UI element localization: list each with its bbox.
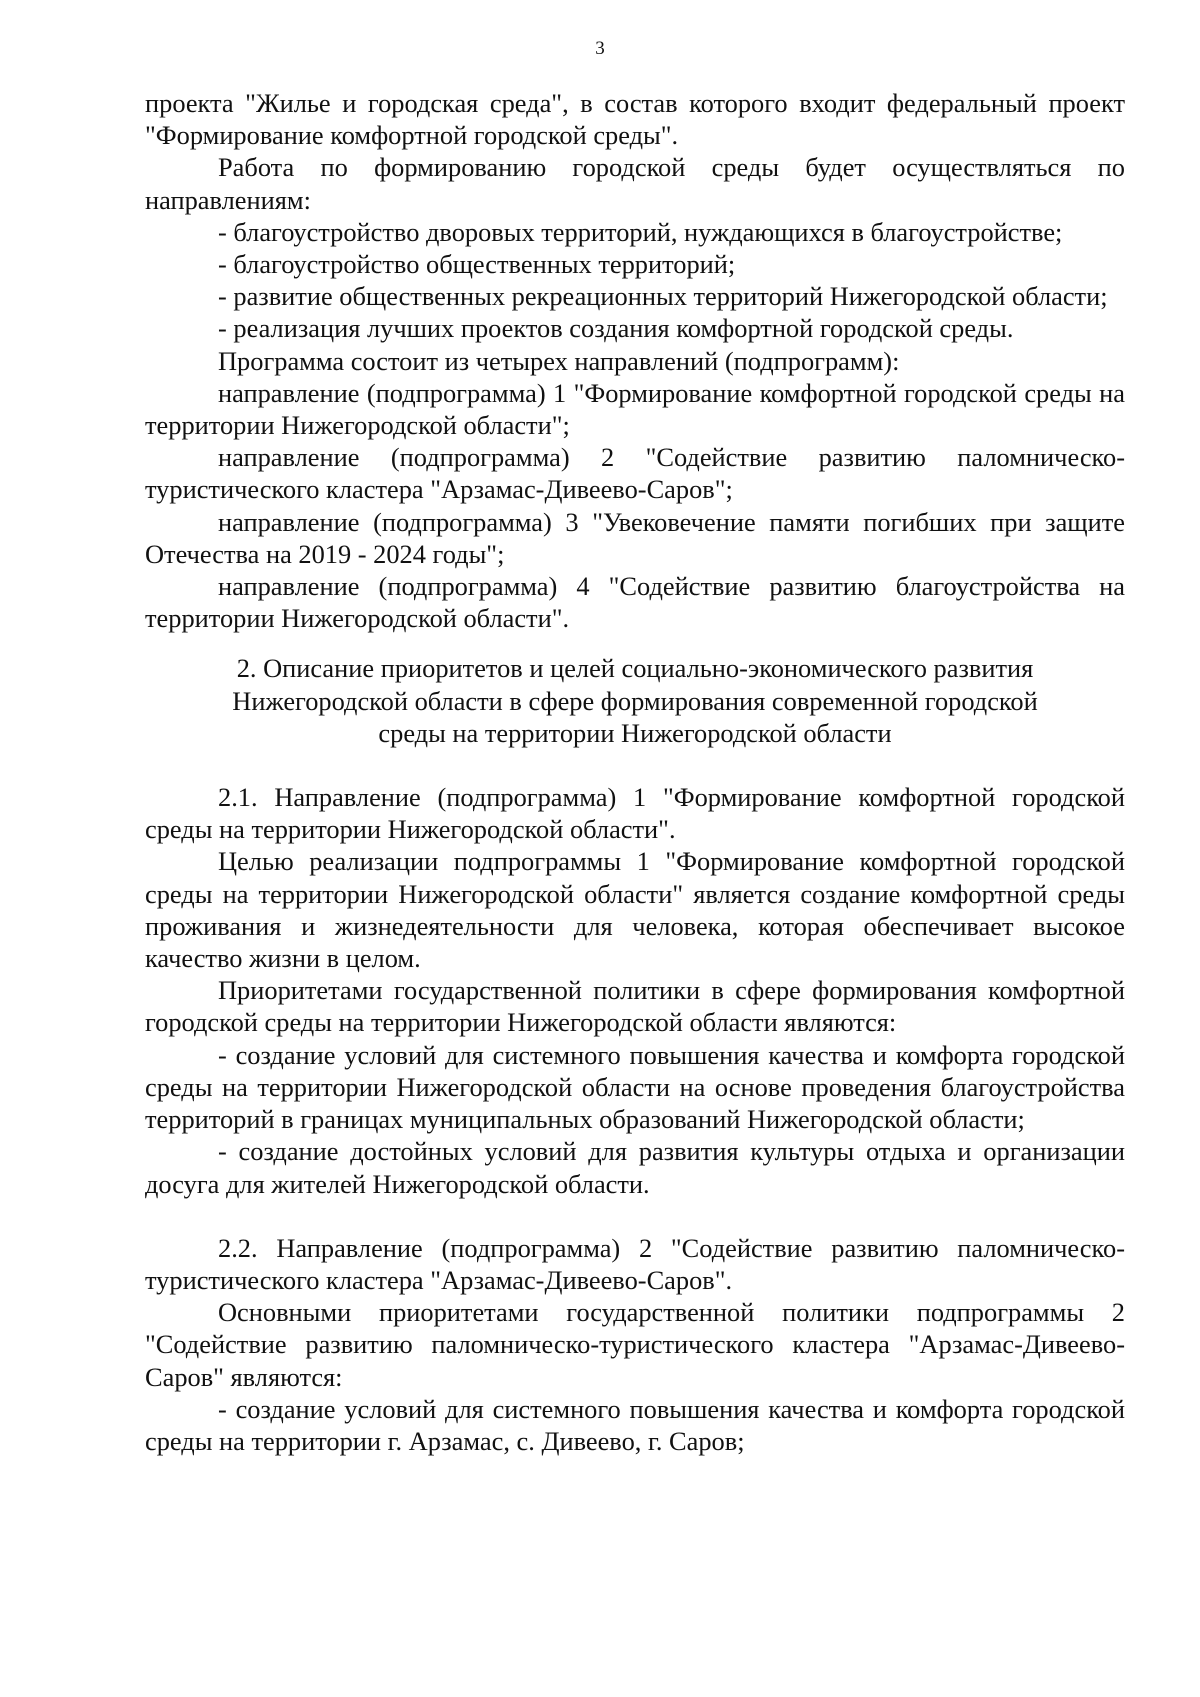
intro-paragraph-3: Программа состоит из четырех направлений (подпрограмм):	[218, 345, 900, 376]
subsection-2-2-title: 2.2. Направление (подпрограмма) 2 "Содействие развитию паломническо-туристического кластера "Арзамас-Дивеево-Саров".	[145, 1232, 1125, 1295]
section-2-heading	[145, 652, 1125, 749]
subsection-2-1-paragraph-2: Приоритетами государственной политики в сфере формирования комфортной городской среды на территории Нижегородской области являются:	[145, 975, 1125, 1038]
subsection-2-1-paragraph-1: Целью реализации подпрограммы 1 "Формирование комфортной городской среды на территории Нижегородской области" является создание комфортной среды проживания и жизнедеятельности для человека, которая обеспечивает высокое качество жизни в целом.	[145, 846, 1125, 974]
intro-paragraph-2: Работа по формированию городской среды будет осуществляться по направлениям:	[145, 152, 1125, 215]
subsection-2-1-item-1: - создание условий для системного повышения качества и комфорта городской среды на территории Нижегородской области на основе проведения благоустройства территорий в границах муниципальных образований Нижегородской области;	[145, 1039, 1125, 1135]
subsection-2-1-item-2: - создание достойных условий для развития культуры отдыха и организации досуга для жителей Нижегородской области.	[145, 1136, 1125, 1199]
section-2-heading-line-3: среды на территории Нижегородской области	[378, 717, 892, 748]
subprogram-1: направление (подпрограмма) 1 "Формирование комфортной городской среды на территории Нижегородской области";	[145, 377, 1125, 441]
subprogram-3: направление (подпрограмма) 3 "Увековечение памяти погибших при защите Отечества на 2019 - 2024 годы";	[145, 506, 1125, 569]
direction-item-3: - развитие общественных рекреационных территорий Нижегородской области;	[218, 281, 1108, 312]
direction-item-4: - реализация лучших проектов создания комфортной городской среды.	[218, 313, 1014, 344]
direction-item-1: - благоустройство дворовых территорий, нуждающихся в благоустройстве;	[218, 216, 1063, 247]
section-2-heading-line-2: Нижегородской области в сфере формирования современной городской	[232, 685, 1038, 716]
direction-item-2: - благоустройство общественных территорий;	[218, 249, 736, 280]
subsection-2-2-paragraph-1: Основными приоритетами государственной политики подпрограммы 2 "Содействие развитию паломническо-туристического кластера "Арзамас-Дивеево-Саров" являются:	[145, 1297, 1125, 1392]
page-number: 3	[595, 38, 605, 59]
subprogram-2: направление (подпрограмма) 2 "Содействие развитию паломническо-туристического кластера "Арзамас-Дивеево-Саров";	[145, 442, 1125, 505]
section-2-heading-line-1: 2. Описание приоритетов и целей социально-экономического развития	[236, 653, 1034, 684]
subprogram-4: направление (подпрограмма) 4 "Содействие развитию благоустройства на территории Нижегородской области".	[145, 571, 1125, 634]
intro-paragraph-1: проекта "Жилье и городская среда", в состав которого входит федеральный проект "Формирование комфортной городской среды".	[145, 88, 1125, 151]
document-body	[145, 87, 1125, 1457]
subsection-2-2-item-1: - создание условий для системного повышения качества и комфорта городской среды на территории г. Арзамас, с. Дивеево, г. Саров;	[145, 1393, 1125, 1456]
subsection-2-1-title: 2.1. Направление (подпрограмма) 1 "Формирование комфортной городской среды на территории Нижегородской области".	[145, 782, 1125, 845]
